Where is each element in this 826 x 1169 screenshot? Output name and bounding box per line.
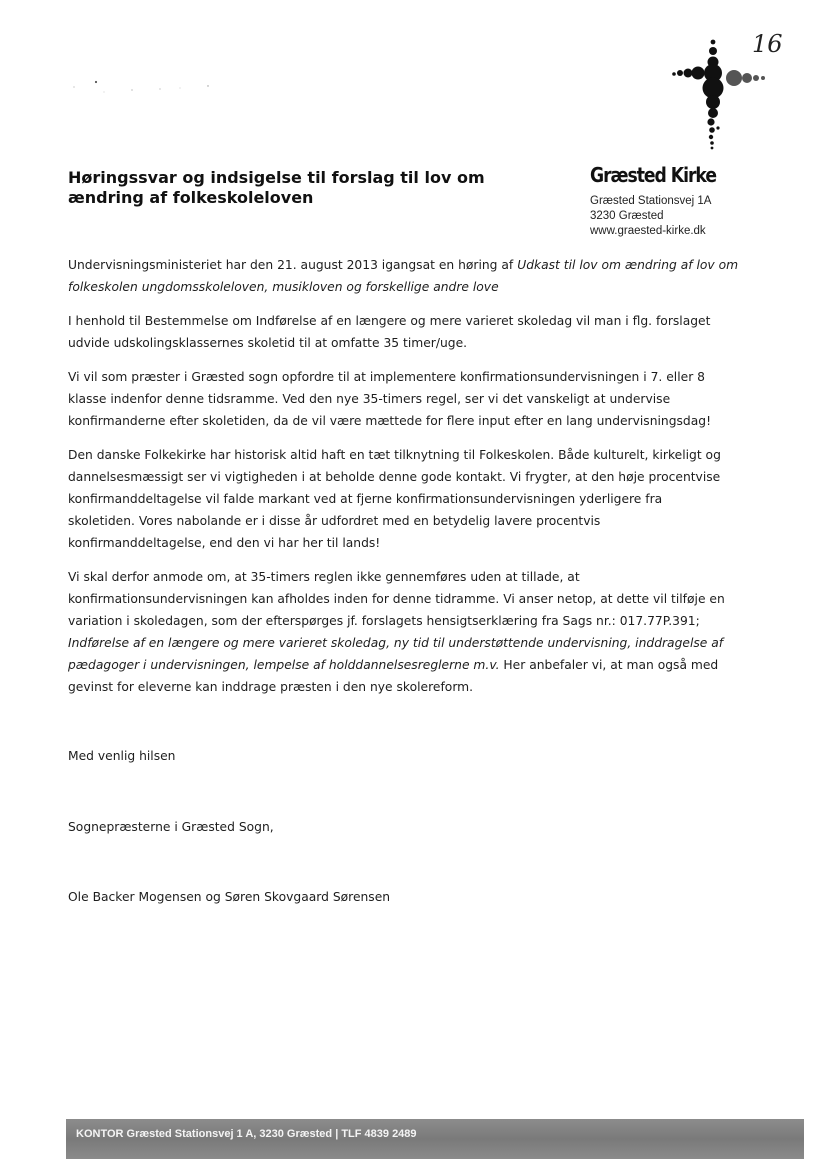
scan-specks	[60, 70, 240, 100]
page-number: 16	[752, 30, 783, 58]
church-postcode-city: 3230 Græsted	[590, 210, 664, 222]
cross-dots-logo-icon	[668, 36, 768, 154]
letter-body	[68, 254, 758, 710]
paragraph-5: Vi skal derfor anmode om, at 35-timers reglen ikke gennemføres uden at tillade, at konfirmationsundervisningen kan afholdes inden for denne tidramme. Vi anser netop, at dette vil tilføje en variation i skoledagen, som der efterspørges jf. forslagets hensigtserklæring fra Sags nr.: 017.77P.391; Indførelse af en længere og mere varieret skoledag, ny tid til understøttende undervisning, inddragelse af pædagoger i undervisningen, lempelse af holddannelsesreglerne m.v. Her anbefaler vi, at man også med gevinst for eleverne kan inddrage præsten i den nye skolereform.	[68, 570, 725, 694]
paragraph-4: Den danske Folkekirke har historisk altid haft en tæt tilknytning til Folkeskolen. Både kulturelt, kirkeligt og dannelsesmæssigt ser vi vigtigheden i at beholde denne gode kontakt. Vi frygter, at den høje procentvise konfirmanddeltagelse vil falde markant ved at fjerne konfirmationsundervisningen yderligere fra skoletiden. Vores nabolande er i disse år udfordret med en betydelig lavere procentvis konfirmanddeltagelse, end den vi har her til lands!	[68, 448, 721, 550]
title-line-1: Høringssvar og indsigelse til forslag til lov om	[68, 168, 485, 187]
church-name: Græsted Kirke	[590, 163, 716, 187]
page-title	[68, 168, 538, 208]
church-address: Græsted Stationsvej 1A	[590, 195, 712, 207]
paragraph-3: Vi vil som præster i Græsted sogn opfordre til at implementere konfirmationsundervisningen i 7. eller 8 klasse indenfor denne tidsramme. Ved den nye 35-timers regel, ser vi det vanskeligt at undervise konfirmanderne efter skoletiden, da de vil være mættede for flere input efter en lang undervisningsdag!	[68, 370, 712, 428]
closing-sender-group: Sognepræsterne i Græsted Sogn,	[68, 820, 274, 834]
closing-signatories: Ole Backer Mogensen og Søren Skovgaard Sørensen	[68, 890, 391, 904]
closing-greeting: Med venlig hilsen	[68, 749, 176, 763]
paragraph-2: I henhold til Bestemmelse om Indførelse af en længere og mere varieret skoledag vil man i flg. forslaget udvide udskolingsklassernes skoletid til at omfatte 35 timer/uge.	[68, 314, 711, 350]
footer-bar	[66, 1119, 804, 1159]
title-line-2: ændring af folkeskoleloven	[68, 188, 314, 207]
church-website: www.graested-kirke.dk	[590, 225, 706, 237]
paragraph-1: Undervisningsministeriet har den 21. august 2013 igangsat en høring af Udkast til lov om ændring af lov om folkeskolen ungdomsskoleloven, musikloven og forskellige andre love	[68, 258, 739, 294]
church-letterhead	[590, 162, 790, 239]
footer-contact-text: KONTOR Græsted Stationsvej 1 A, 3230 Græsted | TLF 4839 2489	[76, 1128, 417, 1140]
